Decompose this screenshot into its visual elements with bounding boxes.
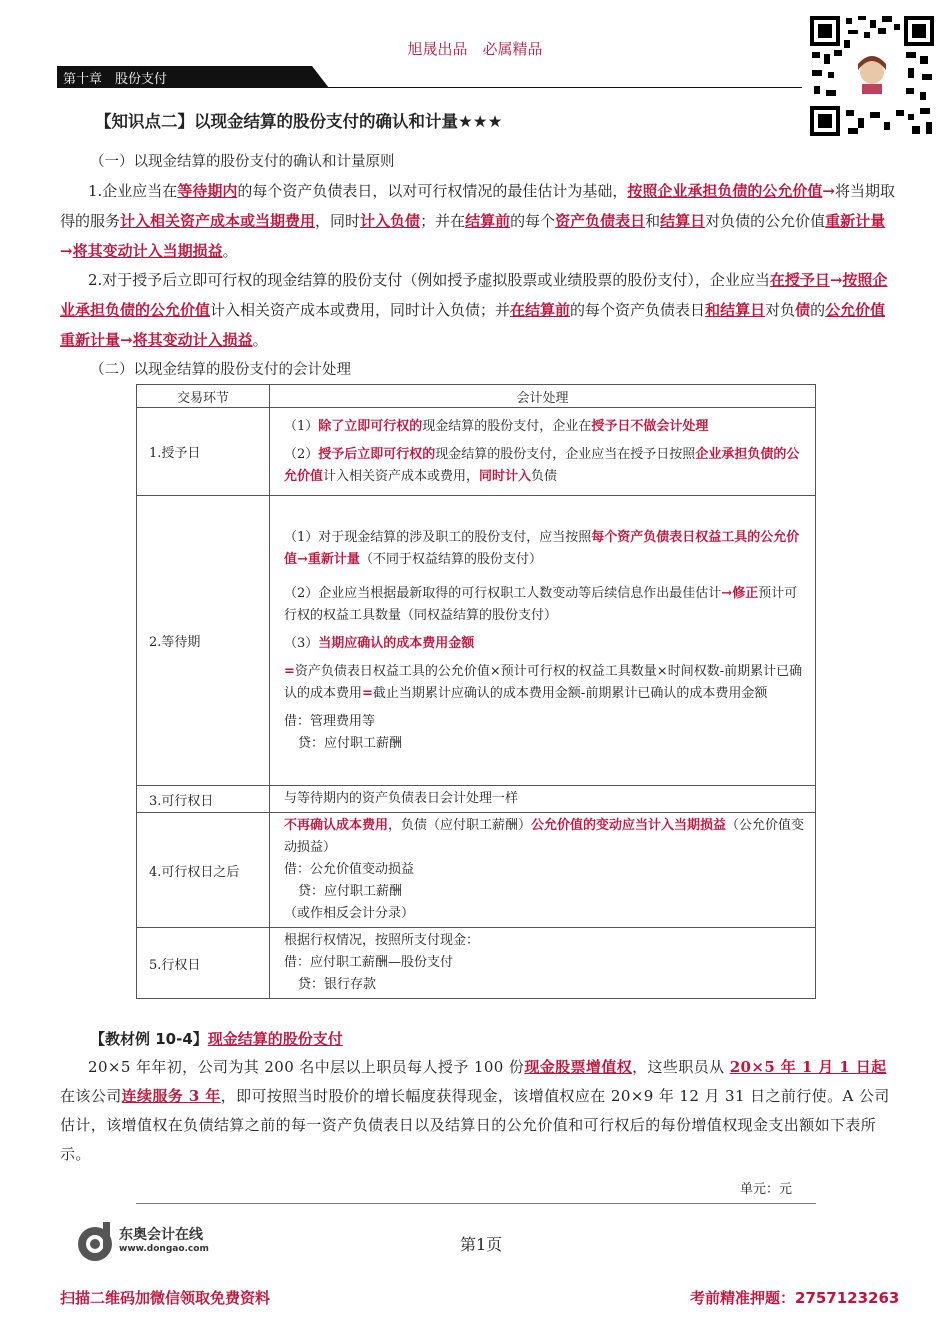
row-content: （1）对于现金结算的涉及职工的股份支付，应当按照每个资产负债表日权益工具的公允价值→重新计量（不同于权益结算的股份支付） （2）企业应当根据最新取得的可行权职工人数变动等后续信息作出最佳估计→修正预计可行权的权益工具数量（同权益结算的股份支付） （3）当期应确认的成本费用金额 =资产负债表日权益工具的公允价值×预计可行权的权益工具数量×时间权数-前期累计已确认的成本费用=截止当期累计应确认的成本费用金额-前期累计已确认的成本费用金额 借：管理费用等 贷：应付职工薪酬 <box>270 496 816 786</box>
table-header: 交易环节 <box>137 385 270 408</box>
chapter-bar <box>57 66 802 88</box>
dongao-logo <box>75 1220 225 1264</box>
row-content: 根据行权情况，按照所支付现金： 借：应付职工薪酬—股份支付 贷：银行存款 <box>270 928 816 999</box>
table-row <box>137 496 816 786</box>
example-heading: 【教材例 10-4】现金结算的股份支付 <box>90 1030 343 1048</box>
logo-name: 东奥会计在线 <box>119 1227 203 1243</box>
row-label: 5.行权日 <box>137 928 270 999</box>
table-header-row <box>137 385 816 408</box>
unit-label: 单元：元 <box>740 1182 793 1197</box>
table-row <box>137 408 816 496</box>
row-content: （1）除了立即可行权的现金结算的股份支付，企业在授予日不做会计处理 （2）授予后立即可行权的现金结算的股份支付，企业应当在授予日按照企业承担负债的公允价值计入相关资产成本或费用，同时计入负债 <box>270 408 816 496</box>
row-label: 4.可行权日之后 <box>137 813 270 928</box>
accounting-table <box>136 384 816 999</box>
table-row <box>137 813 816 928</box>
page-number: 第1页 <box>460 1235 503 1254</box>
table-row <box>137 928 816 999</box>
row-content: 与等待期内的资产负债表日会计处理一样 <box>270 786 816 813</box>
table-header: 会计处理 <box>270 385 816 408</box>
subsection-title-2: （二）以现金结算的股份支付的会计处理 <box>90 362 351 378</box>
subsection-title-1: （一）以现金结算的股份支付的确认和计量原则 <box>90 154 395 170</box>
footer-promo-left: 扫描二维码加微信领取免费资料 <box>60 1289 271 1307</box>
dongao-logo-icon <box>75 1220 119 1264</box>
row-label: 3.可行权日 <box>137 786 270 813</box>
footer-promo-right: 考前精准押题：2757123263 <box>690 1289 900 1307</box>
paragraph-2: 2.对于授予后立即可行权的现金结算的股份支付（例如授予虚拟股票或业绩股票的股份支付），企业应当在授予日→按照企业承担负债的公允价值计入相关资产成本或费用，同时计入负债；并在结算前的每个资产负债表日和结算日对负债的公允价值重新计量→将其变动计入损益。 <box>60 271 888 349</box>
row-label: 1.授予日 <box>137 408 270 496</box>
row-content: 不再确认成本费用，负债（应付职工薪酬）公允价值的变动应当计入当期损益（公允价值变动损益） 借：公允价值变动损益 贷：应付职工薪酬 （或作相反会计分录） <box>270 813 816 928</box>
chapter-title: 第十章 股份支付 <box>63 72 168 87</box>
top-banner: 旭晟出品 必属精品 <box>407 40 543 58</box>
logo-url: www.dongao.com <box>119 1244 209 1254</box>
row-label: 2.等待期 <box>137 496 270 786</box>
example-paragraph: 20×5 年年初，公司为其 200 名中层以上职员每人授予 100 份现金股票增值权，这些职员从 20×5 年 1 月 1 日起在该公司连续服务 3 年，即可按照当时股价的增长幅度获得现金，该增值权应在 20×9 年 12 月 31 日之前行使。A 公司估计，该增值权在负债结算之前的每一资产负债表日以及结算日的公允价值和可行权后的每份增值权现金支出额如下表所示。 <box>60 1058 890 1163</box>
paragraph-1: 1.企业应当在等待期内的每个资产负债表日，以对可行权情况的最佳估计为基础，按照企业承担负债的公允价值→将当期取得的服务计入相关资产成本或当期费用，同时计入负债；并在结算前的每个资产负债表日和结算日对负债的公允价值重新计量→将其变动计入当期损益。 <box>60 182 895 260</box>
section-heading: 【知识点二】以现金结算的股份支付的确认和计量★★★ <box>95 112 503 131</box>
footer-divider <box>136 1203 816 1204</box>
qr-code-icon <box>808 14 936 138</box>
table-row <box>137 786 816 813</box>
